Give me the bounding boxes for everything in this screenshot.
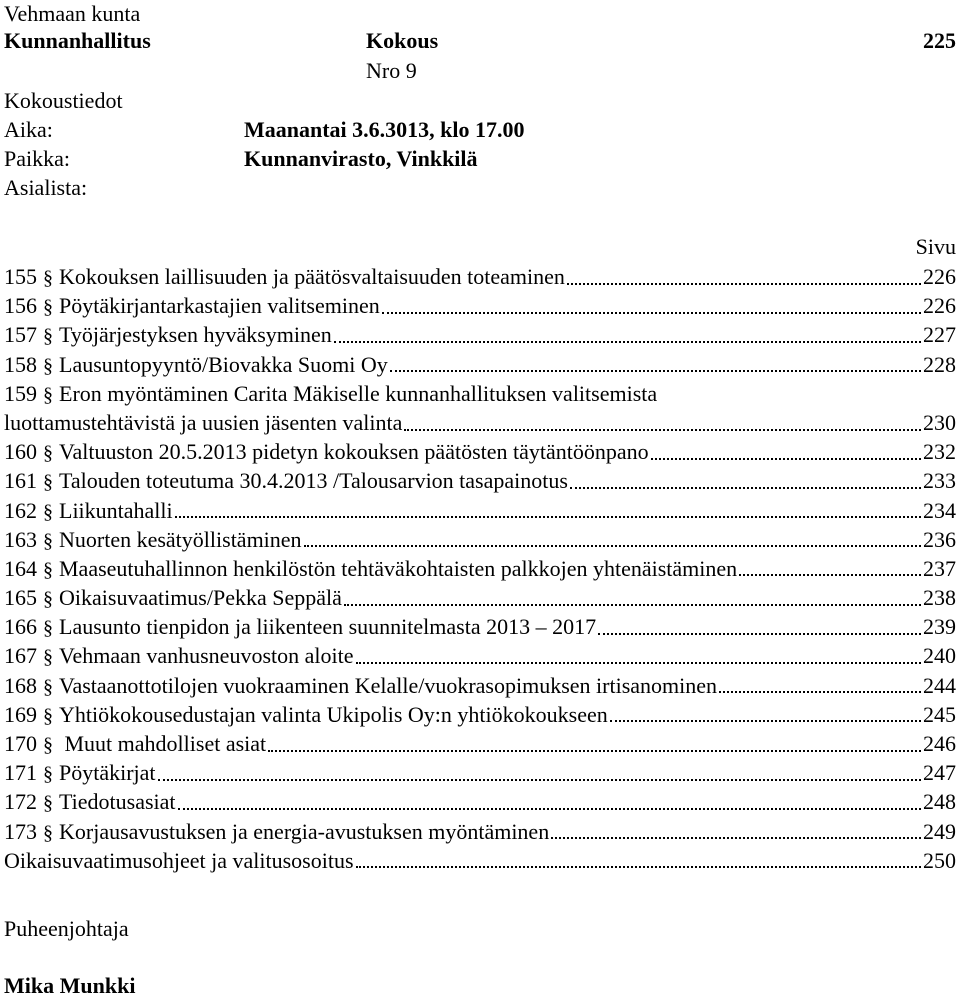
- toc-item-title: Kokouksen laillisuuden ja päätösvaltaisuuden toteaminen: [59, 264, 565, 289]
- section-sign-icon: §: [43, 646, 53, 669]
- toc-row: [4, 379, 956, 408]
- toc-row: [4, 758, 956, 787]
- chair-label: Puheenjohtaja: [4, 916, 129, 941]
- section-sign-icon: §: [43, 325, 53, 348]
- toc-item-title: Maaseutuhallinnon henkilöstön tehtäväkohtaisten palkkojen yhtenäistäminen: [59, 555, 738, 581]
- toc-item-number: 163: [4, 526, 37, 552]
- document-page: [4, 0, 956, 999]
- toc-item-number: 169: [4, 701, 37, 727]
- toc-leader-dots: [356, 646, 922, 666]
- toc-leader-dots: [158, 763, 921, 783]
- toc-item-number: 157: [4, 322, 37, 348]
- toc-item-page: 238: [923, 585, 956, 611]
- toc-item-number: 170: [4, 731, 37, 756]
- toc-row: [4, 700, 956, 729]
- toc-leader-dots: [551, 821, 921, 841]
- toc-item-title: Liikuntahalli: [59, 497, 173, 523]
- toc-row: [4, 817, 956, 846]
- toc-leader-dots: [719, 675, 921, 695]
- toc-item-title: Lausunto tienpidon ja liikenteen suunnitelmasta 2013 – 2017: [59, 614, 597, 640]
- section-sign-icon: §: [43, 471, 53, 494]
- toc-item-page: 239: [923, 614, 956, 640]
- toc-item-page: 232: [923, 439, 956, 465]
- toc-leader-dots: [390, 354, 921, 374]
- toc-item-page: 233: [923, 468, 956, 494]
- toc-item-title: Talouden toteutuma 30.4.2013 /Talousarvion tasapainotus: [59, 468, 568, 494]
- toc-row: [4, 583, 956, 612]
- section-sign-icon: §: [43, 704, 53, 727]
- section-sign-icon: §: [43, 354, 53, 377]
- toc-item-title: Oikaisuvaatimusohjeet ja valitusosoitus: [4, 847, 354, 873]
- toc-item-title: Pöytäkirjantarkastajien valitseminen: [59, 293, 380, 319]
- section-sign-icon: §: [43, 792, 53, 815]
- section-sign-icon: §: [43, 296, 53, 319]
- section-sign-icon: §: [43, 734, 53, 756]
- toc-leader-dots: [175, 500, 921, 520]
- toc-item-page: 227: [923, 322, 956, 348]
- toc-leader-dots: [356, 850, 921, 870]
- toc-row: [4, 466, 956, 495]
- toc-row: [4, 291, 956, 320]
- toc-row: [4, 671, 956, 700]
- toc-leader-dots: [334, 325, 921, 345]
- toc-item-title: Pöytäkirjat: [59, 760, 156, 786]
- chair-name: Mika Munkki: [4, 973, 136, 998]
- toc-item-page: 250: [923, 847, 956, 873]
- toc-item-page: 245: [923, 701, 956, 727]
- toc-item-page: 228: [923, 351, 956, 377]
- organ-name: Kunnanhallitus: [4, 28, 151, 53]
- toc-item-page: 248: [923, 789, 956, 815]
- section-sign-icon: §: [43, 442, 53, 465]
- toc-leader-dots: [567, 267, 921, 287]
- time-label: Aika:: [4, 117, 53, 142]
- toc-item-page: 244: [923, 672, 956, 698]
- toc-row: [4, 437, 956, 466]
- toc-item-page: 249: [923, 818, 956, 844]
- toc-row: [4, 554, 956, 583]
- toc-item-title: Työjärjestyksen hyväksyminen: [59, 322, 332, 348]
- toc-item-title: Korjausavustuksen ja energia-avustuksen myöntäminen: [59, 818, 550, 844]
- toc-item-page: 226: [923, 293, 956, 319]
- toc-leader-dots: [178, 792, 921, 812]
- toc-item-number: 168: [4, 672, 37, 698]
- toc-item-page: 236: [923, 526, 956, 552]
- time-value: Maanantai 3.6.3013, klo 17.00: [244, 117, 525, 142]
- toc-item-page: 247: [923, 760, 956, 786]
- toc-item-title: Vastaanottotilojen vuokraaminen Kelalle/vuokrasopimuksen irtisanominen: [59, 672, 718, 698]
- toc-item-number: 160: [4, 439, 37, 465]
- place-label: Paikka:: [4, 146, 70, 171]
- toc-row: [4, 846, 956, 875]
- page-column-label: Sivu: [915, 234, 956, 259]
- toc-leader-dots: [344, 588, 921, 608]
- toc-item-number: 172: [4, 789, 37, 815]
- toc-item-number: 173: [4, 818, 37, 844]
- section-sign-icon: §: [43, 675, 53, 698]
- toc-item-title: Valtuuston 20.5.2013 pidetyn kokouksen päätösten täytäntöönpano: [59, 439, 649, 465]
- toc-row: [4, 787, 956, 816]
- section-sign-icon: §: [43, 821, 53, 844]
- toc-item-number: 161: [4, 468, 37, 494]
- agenda-label: Asialista:: [4, 175, 88, 200]
- section-sign-icon: §: [43, 383, 53, 406]
- toc-row: [4, 408, 956, 437]
- toc-item-title: Lausuntopyyntö/Biovakka Suomi Oy: [59, 351, 388, 377]
- place-value: Kunnanvirasto, Vinkkilä: [244, 146, 478, 171]
- toc-item-page: 226: [923, 264, 956, 289]
- section-sign-icon: §: [43, 617, 53, 640]
- toc-item-title: Yhtiökokousedustajan valinta Ukipolis Oy:n yhtiökokoukseen: [59, 701, 608, 727]
- toc-leader-dots: [268, 734, 921, 754]
- toc-row: [4, 496, 956, 525]
- toc-row: [4, 262, 956, 291]
- toc-leader-dots: [610, 704, 921, 724]
- meeting-number: Nro 9: [366, 58, 417, 83]
- section-sign-icon: §: [43, 588, 53, 611]
- toc-item-number: 155: [4, 264, 37, 289]
- section-sign-icon: §: [43, 763, 53, 786]
- toc-item-page: 230: [923, 409, 956, 435]
- toc-leader-dots: [739, 558, 921, 578]
- section-sign-icon: §: [43, 267, 53, 289]
- toc-item-page: 246: [923, 731, 956, 756]
- section-sign-icon: §: [43, 500, 53, 523]
- toc-item-number: 165: [4, 585, 37, 611]
- toc-item-page: 234: [923, 497, 956, 523]
- toc-item-title: Oikaisuvaatimus/Pekka Seppälä: [59, 585, 342, 611]
- toc-item-number: 171: [4, 760, 37, 786]
- section-title: Kokoustiedot: [4, 88, 123, 113]
- toc-item-number: 166: [4, 614, 37, 640]
- toc-row: [4, 612, 956, 641]
- toc-item-number: 159: [4, 380, 37, 406]
- toc-item-page: 240: [923, 643, 956, 669]
- toc-item-number: 158: [4, 351, 37, 377]
- municipality-name: Vehmaan kunta: [4, 1, 141, 26]
- toc-item-title: luottamustehtävistä ja uusien jäsenten valinta: [4, 409, 403, 435]
- toc-item-title: Tiedotusasiat: [59, 789, 176, 815]
- toc-item-number: 164: [4, 555, 37, 581]
- toc-leader-dots: [570, 471, 921, 491]
- meeting-label: Kokous: [366, 28, 439, 53]
- toc-row: [4, 320, 956, 349]
- toc-row: [4, 729, 956, 758]
- page-number: 225: [923, 28, 956, 53]
- section-sign-icon: §: [43, 529, 53, 552]
- toc-item-number: 156: [4, 293, 37, 319]
- toc-item-number: 167: [4, 643, 37, 669]
- section-sign-icon: §: [43, 558, 53, 581]
- toc-item-page: 237: [923, 555, 956, 581]
- toc-leader-dots: [651, 442, 921, 462]
- toc-item-number: 162: [4, 497, 37, 523]
- toc-leader-dots: [382, 296, 921, 316]
- toc-leader-dots: [598, 617, 921, 637]
- toc-item-title: Vehmaan vanhusneuvoston aloite: [59, 643, 354, 669]
- toc-item-title: Muut mahdolliset asiat: [59, 731, 267, 756]
- toc-leader-dots: [404, 413, 921, 433]
- toc-row: [4, 525, 956, 554]
- toc-item-title: Nuorten kesätyöllistäminen: [59, 526, 302, 552]
- toc-leader-dots: [304, 529, 921, 549]
- table-of-contents: [4, 262, 956, 875]
- toc-row: [4, 350, 956, 379]
- toc-row: [4, 641, 956, 670]
- toc-item-title: Eron myöntäminen Carita Mäkiselle kunnanhallituksen valitsemista: [59, 380, 658, 406]
